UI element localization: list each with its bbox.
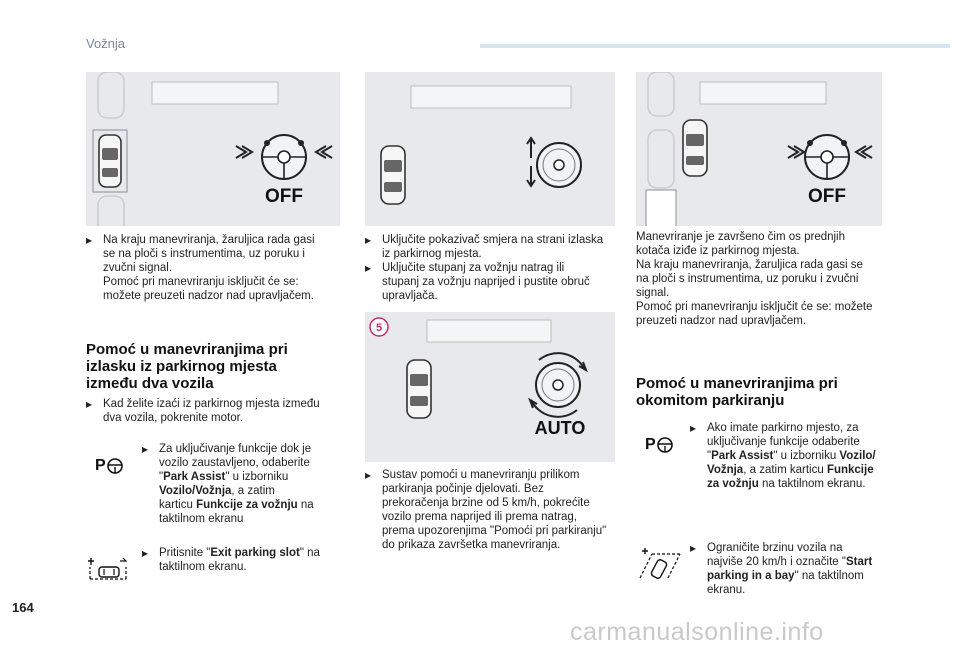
header-bar [480, 44, 950, 48]
watermark: carmanualsonline.info [570, 618, 824, 646]
bullet-arrow-icon: ▸ [690, 541, 697, 555]
col3-paragraph: Manevriranje je završeno čim os prednjih kotača iziđe iz parkirnog mjesta. Na kraju manevriranja, žaruljica rada gasi se na ploči s instrumentima, uz poruku i zvučni signal. Pomoć pri manevriranju isključit će se: možete preuzeti nadzor nad upravljačem. [636, 231, 873, 327]
bullet-arrow-icon: ▸ [86, 233, 93, 247]
park-assist-steering-icon [644, 432, 676, 456]
illustration-exit-wheel-2 [365, 72, 615, 226]
bullet-arrow-icon: ▸ [690, 421, 697, 435]
off-label: OFF [265, 186, 303, 207]
bullet-arrow-icon: ▸ [86, 397, 93, 411]
bullet-arrow-icon: ▸ [142, 546, 149, 560]
bullet-arrow-icon: ▸ [365, 233, 372, 247]
illustration-exit-off-1 [86, 72, 340, 226]
col2-bullets-top: ▸ Uključite pokazivač smjera na strani izlaska iz parkirnog mjesta. ▸ Uključite stupanj za vožnju natrag ili stupanj za vožnju naprijed i pustite obruč upravljača. [365, 233, 604, 302]
col2-bullet-3: ▸ Sustav pomoći u manevriranju prilikom parkiranja počinje djelovati. Bez prekoračenja brzine od 5 km/h, pokrećite vozilo prema naprijed ili prema natrag, prema upozorenjima "Pomoći pri parkiranju" do prikaza završetka manevriranja. [365, 468, 607, 551]
svg-text:P: P [95, 457, 106, 474]
heading-exit-between-vehicles: Pomoć u manevriranjima pri izlasku iz parkirnog mjesta između dva vozila [86, 341, 288, 392]
col3-bullet-2: ▸ Ograničite brzinu vozila na najviše 20 km/h i označite "Start parking in a bay" na taktilnom ekranu. [690, 541, 873, 596]
illustration-exit-auto-4 [365, 312, 615, 462]
off-label-2: OFF [808, 186, 846, 207]
bullet-arrow-icon: ▸ [365, 468, 372, 482]
section-title: Vožnja [86, 36, 126, 51]
auto-label: AUTO [534, 418, 586, 438]
svg-text:5: 5 [375, 322, 383, 334]
illustration-exit-off-3 [636, 72, 882, 226]
park-assist-steering-icon [94, 453, 126, 477]
col1-bullet-2: ▸ Kad želite izaći iz parkirnog mjesta između dva vozila, pokrenite motor. [86, 397, 320, 424]
bullet-arrow-icon: ▸ [142, 442, 149, 456]
col1-bullet-3: ▸ Za uključivanje funkcije dok je vozilo zaustavljeno, odaberite "Park Assist" u izborniku Vozilo/Vožnja, a zatim karticu Funkcije za vožnju na taktilnom ekranu [142, 442, 314, 525]
col1-bullet-1: ▸ Na kraju manevriranja, žaruljica rada gasi se na ploči s instrumentima, uz poruku i zvučni signal. Pomoć pri manevriranju isključit će se: možete preuzeti nadzor nad upravljačem. [86, 233, 315, 302]
heading-perpendicular-parking: Pomoć u manevriranjima pri okomitom parkiranju [636, 375, 838, 409]
page-number: 164 [12, 600, 34, 615]
callout-badge [369, 317, 389, 337]
bay-parking-icon [638, 548, 682, 582]
col3-bullet-1: ▸ Ako imate parkirno mjesto, za uključivanje funkcije odaberite "Park Assist" u izborniku Vozilo/ Vožnja, a zatim karticu Funkcije za vožnju na taktilnom ekranu. [690, 421, 876, 490]
svg-text:P: P [645, 436, 656, 453]
col1-bullet-4: ▸ Pritisnite "Exit parking slot" na taktilnom ekranu. [142, 546, 320, 573]
bullet-arrow-icon: ▸ [365, 261, 372, 275]
exit-parking-slot-icon [86, 557, 130, 585]
